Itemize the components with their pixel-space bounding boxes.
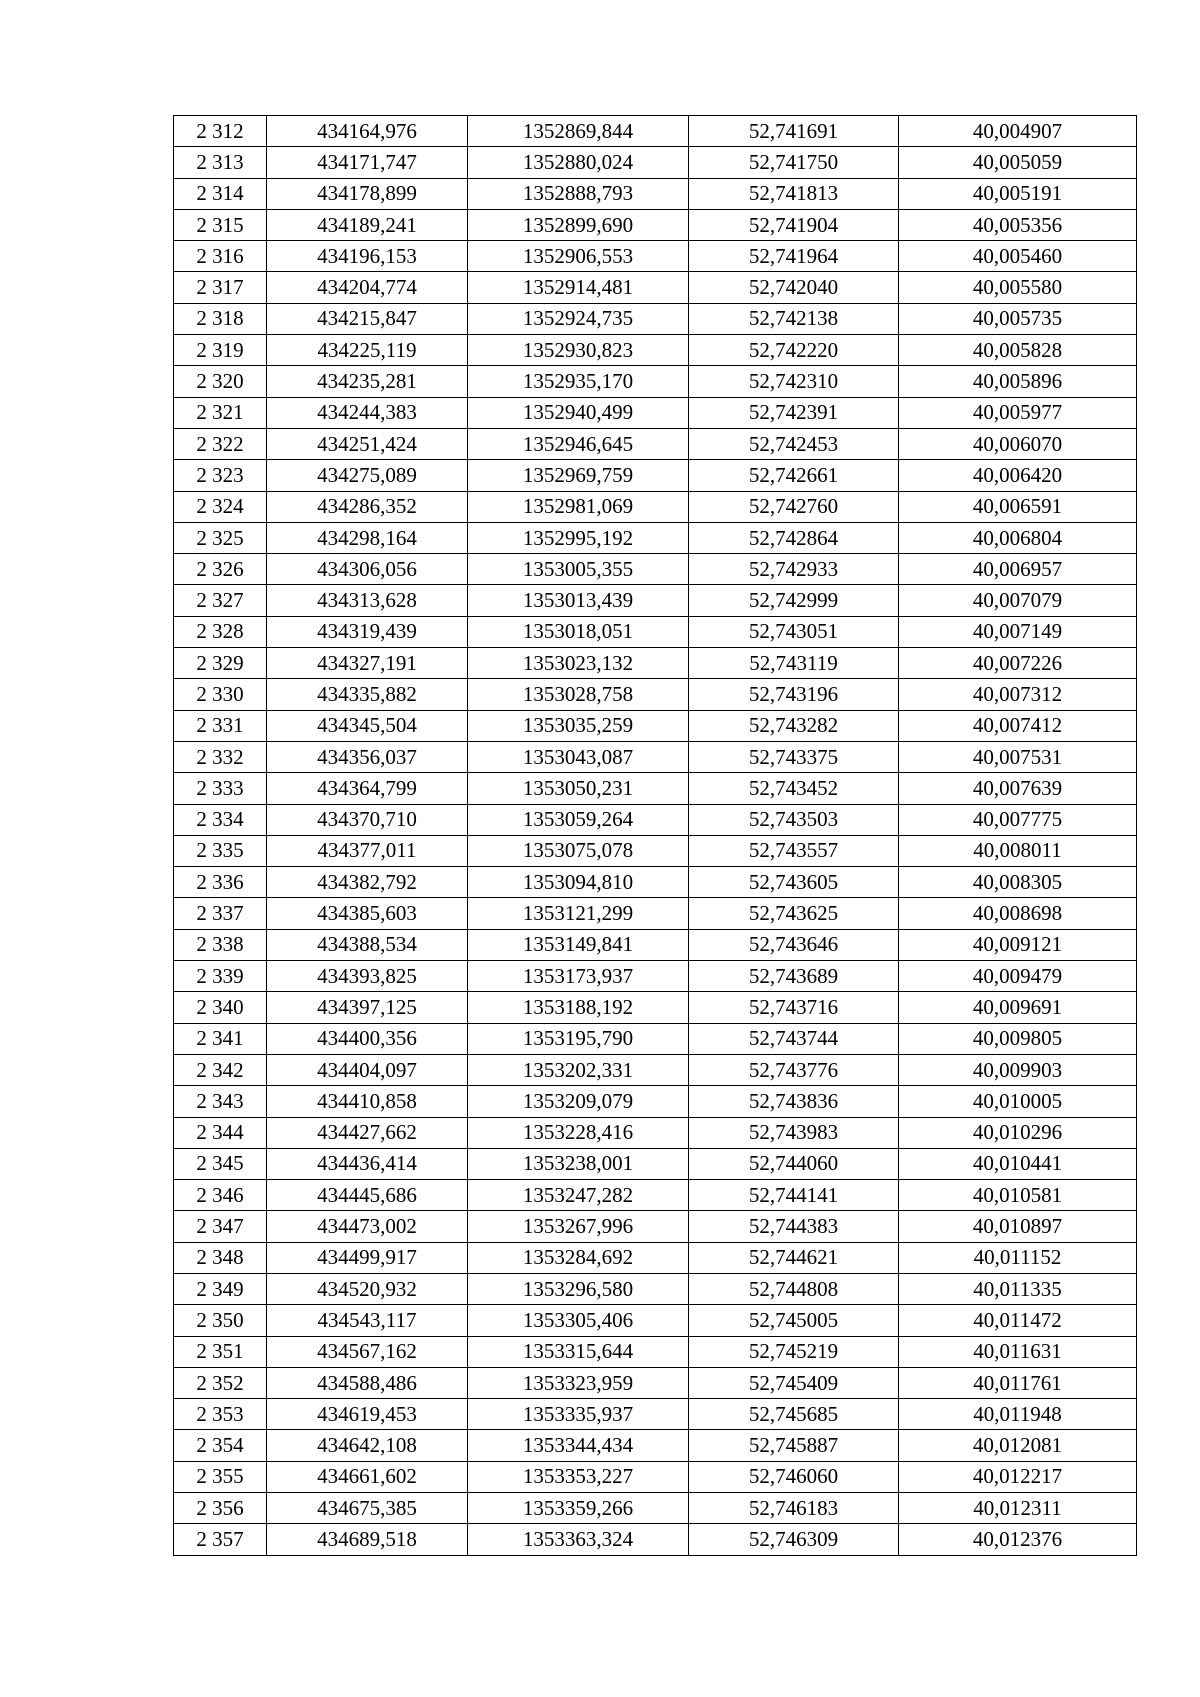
x-coordinate-cell: 434327,191 [267, 648, 468, 679]
latitude-cell: 52,744621 [689, 1242, 899, 1273]
longitude-cell: 40,007226 [899, 648, 1137, 679]
longitude-cell: 40,005059 [899, 147, 1137, 178]
latitude-cell: 52,744383 [689, 1211, 899, 1242]
table-row [174, 1086, 1137, 1117]
point-number-cell: 2 340 [174, 992, 267, 1023]
x-coordinate-cell: 434235,281 [267, 366, 468, 397]
latitude-cell: 52,745685 [689, 1399, 899, 1430]
latitude-cell: 52,743776 [689, 1054, 899, 1085]
longitude-cell: 40,006591 [899, 491, 1137, 522]
x-coordinate-cell: 434251,424 [267, 428, 468, 459]
y-coordinate-cell: 1353050,231 [468, 773, 689, 804]
table-row [174, 1180, 1137, 1211]
x-coordinate-cell: 434393,825 [267, 961, 468, 992]
table-row [174, 272, 1137, 303]
y-coordinate-cell: 1353267,996 [468, 1211, 689, 1242]
x-coordinate-cell: 434215,847 [267, 303, 468, 334]
table-row [174, 1023, 1137, 1054]
y-coordinate-cell: 1353121,299 [468, 898, 689, 929]
table-row [174, 1524, 1137, 1555]
x-coordinate-cell: 434306,056 [267, 554, 468, 585]
latitude-cell: 52,743836 [689, 1086, 899, 1117]
latitude-cell: 52,744060 [689, 1148, 899, 1179]
x-coordinate-cell: 434473,002 [267, 1211, 468, 1242]
point-number-cell: 2 323 [174, 460, 267, 491]
point-number-cell: 2 328 [174, 616, 267, 647]
table-row [174, 1399, 1137, 1430]
table-row [174, 1054, 1137, 1085]
x-coordinate-cell: 434543,117 [267, 1305, 468, 1336]
y-coordinate-cell: 1353296,580 [468, 1273, 689, 1304]
point-number-cell: 2 330 [174, 679, 267, 710]
longitude-cell: 40,005977 [899, 397, 1137, 428]
latitude-cell: 52,743557 [689, 835, 899, 866]
y-coordinate-cell: 1352888,793 [468, 178, 689, 209]
point-number-cell: 2 329 [174, 648, 267, 679]
point-number-cell: 2 339 [174, 961, 267, 992]
x-coordinate-cell: 434689,518 [267, 1524, 468, 1555]
latitude-cell: 52,742138 [689, 303, 899, 334]
table-row [174, 804, 1137, 835]
latitude-cell: 52,741750 [689, 147, 899, 178]
x-coordinate-cell: 434178,899 [267, 178, 468, 209]
latitude-cell: 52,743051 [689, 616, 899, 647]
y-coordinate-cell: 1352906,553 [468, 241, 689, 272]
y-coordinate-cell: 1353209,079 [468, 1086, 689, 1117]
y-coordinate-cell: 1353344,434 [468, 1430, 689, 1461]
longitude-cell: 40,004907 [899, 116, 1137, 147]
table-row [174, 1461, 1137, 1492]
table-row [174, 1273, 1137, 1304]
latitude-cell: 52,742760 [689, 491, 899, 522]
longitude-cell: 40,007412 [899, 710, 1137, 741]
point-number-cell: 2 352 [174, 1367, 267, 1398]
point-number-cell: 2 319 [174, 335, 267, 366]
x-coordinate-cell: 434385,603 [267, 898, 468, 929]
longitude-cell: 40,006804 [899, 522, 1137, 553]
x-coordinate-cell: 434335,882 [267, 679, 468, 710]
point-number-cell: 2 345 [174, 1148, 267, 1179]
latitude-cell: 52,746309 [689, 1524, 899, 1555]
table-row [174, 992, 1137, 1023]
point-number-cell: 2 331 [174, 710, 267, 741]
x-coordinate-cell: 434388,534 [267, 929, 468, 960]
x-coordinate-cell: 434377,011 [267, 835, 468, 866]
longitude-cell: 40,010296 [899, 1117, 1137, 1148]
latitude-cell: 52,743744 [689, 1023, 899, 1054]
longitude-cell: 40,007149 [899, 616, 1137, 647]
point-number-cell: 2 353 [174, 1399, 267, 1430]
y-coordinate-cell: 1352981,069 [468, 491, 689, 522]
x-coordinate-cell: 434225,119 [267, 335, 468, 366]
longitude-cell: 40,010441 [899, 1148, 1137, 1179]
latitude-cell: 52,743625 [689, 898, 899, 929]
y-coordinate-cell: 1353149,841 [468, 929, 689, 960]
longitude-cell: 40,005828 [899, 335, 1137, 366]
x-coordinate-cell: 434189,241 [267, 209, 468, 240]
point-number-cell: 2 321 [174, 397, 267, 428]
y-coordinate-cell: 1353059,264 [468, 804, 689, 835]
table-row [174, 710, 1137, 741]
point-number-cell: 2 313 [174, 147, 267, 178]
longitude-cell: 40,008011 [899, 835, 1137, 866]
x-coordinate-cell: 434319,439 [267, 616, 468, 647]
longitude-cell: 40,009121 [899, 929, 1137, 960]
table-row [174, 961, 1137, 992]
x-coordinate-cell: 434196,153 [267, 241, 468, 272]
latitude-cell: 52,745409 [689, 1367, 899, 1398]
longitude-cell: 40,006957 [899, 554, 1137, 585]
longitude-cell: 40,009903 [899, 1054, 1137, 1085]
longitude-cell: 40,011631 [899, 1336, 1137, 1367]
longitude-cell: 40,009805 [899, 1023, 1137, 1054]
longitude-cell: 40,007312 [899, 679, 1137, 710]
point-number-cell: 2 336 [174, 867, 267, 898]
latitude-cell: 52,746183 [689, 1493, 899, 1524]
x-coordinate-cell: 434164,976 [267, 116, 468, 147]
x-coordinate-cell: 434298,164 [267, 522, 468, 553]
x-coordinate-cell: 434661,602 [267, 1461, 468, 1492]
table-row [174, 335, 1137, 366]
point-number-cell: 2 324 [174, 491, 267, 522]
y-coordinate-cell: 1352995,192 [468, 522, 689, 553]
longitude-cell: 40,012311 [899, 1493, 1137, 1524]
longitude-cell: 40,007531 [899, 741, 1137, 772]
table-row [174, 898, 1137, 929]
y-coordinate-cell: 1353023,132 [468, 648, 689, 679]
y-coordinate-cell: 1353238,001 [468, 1148, 689, 1179]
x-coordinate-cell: 434345,504 [267, 710, 468, 741]
latitude-cell: 52,745887 [689, 1430, 899, 1461]
point-number-cell: 2 347 [174, 1211, 267, 1242]
coordinates-table-body [174, 116, 1137, 1556]
y-coordinate-cell: 1353305,406 [468, 1305, 689, 1336]
y-coordinate-cell: 1352930,823 [468, 335, 689, 366]
x-coordinate-cell: 434286,352 [267, 491, 468, 522]
y-coordinate-cell: 1353013,439 [468, 585, 689, 616]
latitude-cell: 52,741904 [689, 209, 899, 240]
longitude-cell: 40,005580 [899, 272, 1137, 303]
latitude-cell: 52,746060 [689, 1461, 899, 1492]
point-number-cell: 2 337 [174, 898, 267, 929]
longitude-cell: 40,008698 [899, 898, 1137, 929]
x-coordinate-cell: 434675,385 [267, 1493, 468, 1524]
longitude-cell: 40,010897 [899, 1211, 1137, 1242]
longitude-cell: 40,006420 [899, 460, 1137, 491]
longitude-cell: 40,005191 [899, 178, 1137, 209]
x-coordinate-cell: 434382,792 [267, 867, 468, 898]
y-coordinate-cell: 1353284,692 [468, 1242, 689, 1273]
table-row [174, 303, 1137, 334]
longitude-cell: 40,007639 [899, 773, 1137, 804]
table-row [174, 209, 1137, 240]
x-coordinate-cell: 434244,383 [267, 397, 468, 428]
latitude-cell: 52,742040 [689, 272, 899, 303]
point-number-cell: 2 344 [174, 1117, 267, 1148]
y-coordinate-cell: 1352924,735 [468, 303, 689, 334]
table-row [174, 1117, 1137, 1148]
latitude-cell: 52,743375 [689, 741, 899, 772]
x-coordinate-cell: 434397,125 [267, 992, 468, 1023]
longitude-cell: 40,012081 [899, 1430, 1137, 1461]
table-row [174, 460, 1137, 491]
point-number-cell: 2 338 [174, 929, 267, 960]
point-number-cell: 2 316 [174, 241, 267, 272]
latitude-cell: 52,743196 [689, 679, 899, 710]
x-coordinate-cell: 434204,774 [267, 272, 468, 303]
x-coordinate-cell: 434567,162 [267, 1336, 468, 1367]
point-number-cell: 2 357 [174, 1524, 267, 1555]
y-coordinate-cell: 1353315,644 [468, 1336, 689, 1367]
table-row [174, 616, 1137, 647]
latitude-cell: 52,743646 [689, 929, 899, 960]
longitude-cell: 40,012217 [899, 1461, 1137, 1492]
x-coordinate-cell: 434356,037 [267, 741, 468, 772]
y-coordinate-cell: 1353173,937 [468, 961, 689, 992]
y-coordinate-cell: 1353195,790 [468, 1023, 689, 1054]
point-number-cell: 2 343 [174, 1086, 267, 1117]
x-coordinate-cell: 434400,356 [267, 1023, 468, 1054]
latitude-cell: 52,742864 [689, 522, 899, 553]
latitude-cell: 52,741813 [689, 178, 899, 209]
latitude-cell: 52,741691 [689, 116, 899, 147]
table-row [174, 867, 1137, 898]
table-row [174, 491, 1137, 522]
x-coordinate-cell: 434370,710 [267, 804, 468, 835]
point-number-cell: 2 349 [174, 1273, 267, 1304]
longitude-cell: 40,009479 [899, 961, 1137, 992]
point-number-cell: 2 341 [174, 1023, 267, 1054]
y-coordinate-cell: 1353075,078 [468, 835, 689, 866]
x-coordinate-cell: 434520,932 [267, 1273, 468, 1304]
latitude-cell: 52,743689 [689, 961, 899, 992]
longitude-cell: 40,007079 [899, 585, 1137, 616]
y-coordinate-cell: 1353018,051 [468, 616, 689, 647]
y-coordinate-cell: 1352940,499 [468, 397, 689, 428]
table-row [174, 428, 1137, 459]
latitude-cell: 52,742220 [689, 335, 899, 366]
point-number-cell: 2 318 [174, 303, 267, 334]
latitude-cell: 52,742310 [689, 366, 899, 397]
y-coordinate-cell: 1353335,937 [468, 1399, 689, 1430]
point-number-cell: 2 348 [174, 1242, 267, 1273]
point-number-cell: 2 314 [174, 178, 267, 209]
point-number-cell: 2 351 [174, 1336, 267, 1367]
longitude-cell: 40,011761 [899, 1367, 1137, 1398]
latitude-cell: 52,742391 [689, 397, 899, 428]
longitude-cell: 40,005356 [899, 209, 1137, 240]
longitude-cell: 40,005460 [899, 241, 1137, 272]
latitude-cell: 52,743716 [689, 992, 899, 1023]
latitude-cell: 52,744808 [689, 1273, 899, 1304]
point-number-cell: 2 322 [174, 428, 267, 459]
table-row [174, 1242, 1137, 1273]
y-coordinate-cell: 1353353,227 [468, 1461, 689, 1492]
table-row [174, 835, 1137, 866]
longitude-cell: 40,005735 [899, 303, 1137, 334]
y-coordinate-cell: 1353028,758 [468, 679, 689, 710]
latitude-cell: 52,743983 [689, 1117, 899, 1148]
point-number-cell: 2 332 [174, 741, 267, 772]
point-number-cell: 2 315 [174, 209, 267, 240]
table-row [174, 178, 1137, 209]
y-coordinate-cell: 1352880,024 [468, 147, 689, 178]
y-coordinate-cell: 1352899,690 [468, 209, 689, 240]
table-row [174, 585, 1137, 616]
longitude-cell: 40,010581 [899, 1180, 1137, 1211]
y-coordinate-cell: 1353188,192 [468, 992, 689, 1023]
y-coordinate-cell: 1352914,481 [468, 272, 689, 303]
point-number-cell: 2 326 [174, 554, 267, 585]
table-row [174, 116, 1137, 147]
longitude-cell: 40,011152 [899, 1242, 1137, 1273]
table-row [174, 1336, 1137, 1367]
table-row [174, 648, 1137, 679]
x-coordinate-cell: 434499,917 [267, 1242, 468, 1273]
latitude-cell: 52,745005 [689, 1305, 899, 1336]
latitude-cell: 52,743282 [689, 710, 899, 741]
y-coordinate-cell: 1353094,810 [468, 867, 689, 898]
table-row [174, 147, 1137, 178]
x-coordinate-cell: 434588,486 [267, 1367, 468, 1398]
point-number-cell: 2 327 [174, 585, 267, 616]
longitude-cell: 40,011472 [899, 1305, 1137, 1336]
table-row [174, 679, 1137, 710]
point-number-cell: 2 320 [174, 366, 267, 397]
x-coordinate-cell: 434410,858 [267, 1086, 468, 1117]
latitude-cell: 52,742453 [689, 428, 899, 459]
coordinates-table [173, 115, 1137, 1556]
y-coordinate-cell: 1352935,170 [468, 366, 689, 397]
y-coordinate-cell: 1353202,331 [468, 1054, 689, 1085]
table-row [174, 366, 1137, 397]
table-row [174, 1148, 1137, 1179]
table-row [174, 1493, 1137, 1524]
point-number-cell: 2 356 [174, 1493, 267, 1524]
longitude-cell: 40,009691 [899, 992, 1137, 1023]
table-row [174, 773, 1137, 804]
x-coordinate-cell: 434364,799 [267, 773, 468, 804]
x-coordinate-cell: 434642,108 [267, 1430, 468, 1461]
x-coordinate-cell: 434313,628 [267, 585, 468, 616]
y-coordinate-cell: 1352969,759 [468, 460, 689, 491]
point-number-cell: 2 346 [174, 1180, 267, 1211]
y-coordinate-cell: 1353247,282 [468, 1180, 689, 1211]
point-number-cell: 2 335 [174, 835, 267, 866]
table-row [174, 1367, 1137, 1398]
x-coordinate-cell: 434619,453 [267, 1399, 468, 1430]
table-row [174, 554, 1137, 585]
point-number-cell: 2 333 [174, 773, 267, 804]
table-row [174, 1211, 1137, 1242]
latitude-cell: 52,742999 [689, 585, 899, 616]
latitude-cell: 52,741964 [689, 241, 899, 272]
y-coordinate-cell: 1353323,959 [468, 1367, 689, 1398]
table-row [174, 397, 1137, 428]
latitude-cell: 52,743452 [689, 773, 899, 804]
latitude-cell: 52,742933 [689, 554, 899, 585]
table-row [174, 522, 1137, 553]
table-row [174, 241, 1137, 272]
x-coordinate-cell: 434445,686 [267, 1180, 468, 1211]
longitude-cell: 40,011335 [899, 1273, 1137, 1304]
longitude-cell: 40,010005 [899, 1086, 1137, 1117]
y-coordinate-cell: 1352869,844 [468, 116, 689, 147]
longitude-cell: 40,008305 [899, 867, 1137, 898]
latitude-cell: 52,743605 [689, 867, 899, 898]
longitude-cell: 40,006070 [899, 428, 1137, 459]
x-coordinate-cell: 434171,747 [267, 147, 468, 178]
y-coordinate-cell: 1353228,416 [468, 1117, 689, 1148]
point-number-cell: 2 312 [174, 116, 267, 147]
x-coordinate-cell: 434404,097 [267, 1054, 468, 1085]
table-row [174, 1305, 1137, 1336]
y-coordinate-cell: 1352946,645 [468, 428, 689, 459]
point-number-cell: 2 325 [174, 522, 267, 553]
x-coordinate-cell: 434427,662 [267, 1117, 468, 1148]
latitude-cell: 52,743119 [689, 648, 899, 679]
latitude-cell: 52,742661 [689, 460, 899, 491]
y-coordinate-cell: 1353363,324 [468, 1524, 689, 1555]
point-number-cell: 2 334 [174, 804, 267, 835]
x-coordinate-cell: 434275,089 [267, 460, 468, 491]
point-number-cell: 2 354 [174, 1430, 267, 1461]
longitude-cell: 40,011948 [899, 1399, 1137, 1430]
point-number-cell: 2 317 [174, 272, 267, 303]
longitude-cell: 40,007775 [899, 804, 1137, 835]
y-coordinate-cell: 1353005,355 [468, 554, 689, 585]
latitude-cell: 52,743503 [689, 804, 899, 835]
y-coordinate-cell: 1353359,266 [468, 1493, 689, 1524]
y-coordinate-cell: 1353035,259 [468, 710, 689, 741]
y-coordinate-cell: 1353043,087 [468, 741, 689, 772]
longitude-cell: 40,005896 [899, 366, 1137, 397]
table-row [174, 741, 1137, 772]
x-coordinate-cell: 434436,414 [267, 1148, 468, 1179]
point-number-cell: 2 350 [174, 1305, 267, 1336]
latitude-cell: 52,744141 [689, 1180, 899, 1211]
longitude-cell: 40,012376 [899, 1524, 1137, 1555]
table-row [174, 929, 1137, 960]
point-number-cell: 2 342 [174, 1054, 267, 1085]
table-row [174, 1430, 1137, 1461]
latitude-cell: 52,745219 [689, 1336, 899, 1367]
point-number-cell: 2 355 [174, 1461, 267, 1492]
